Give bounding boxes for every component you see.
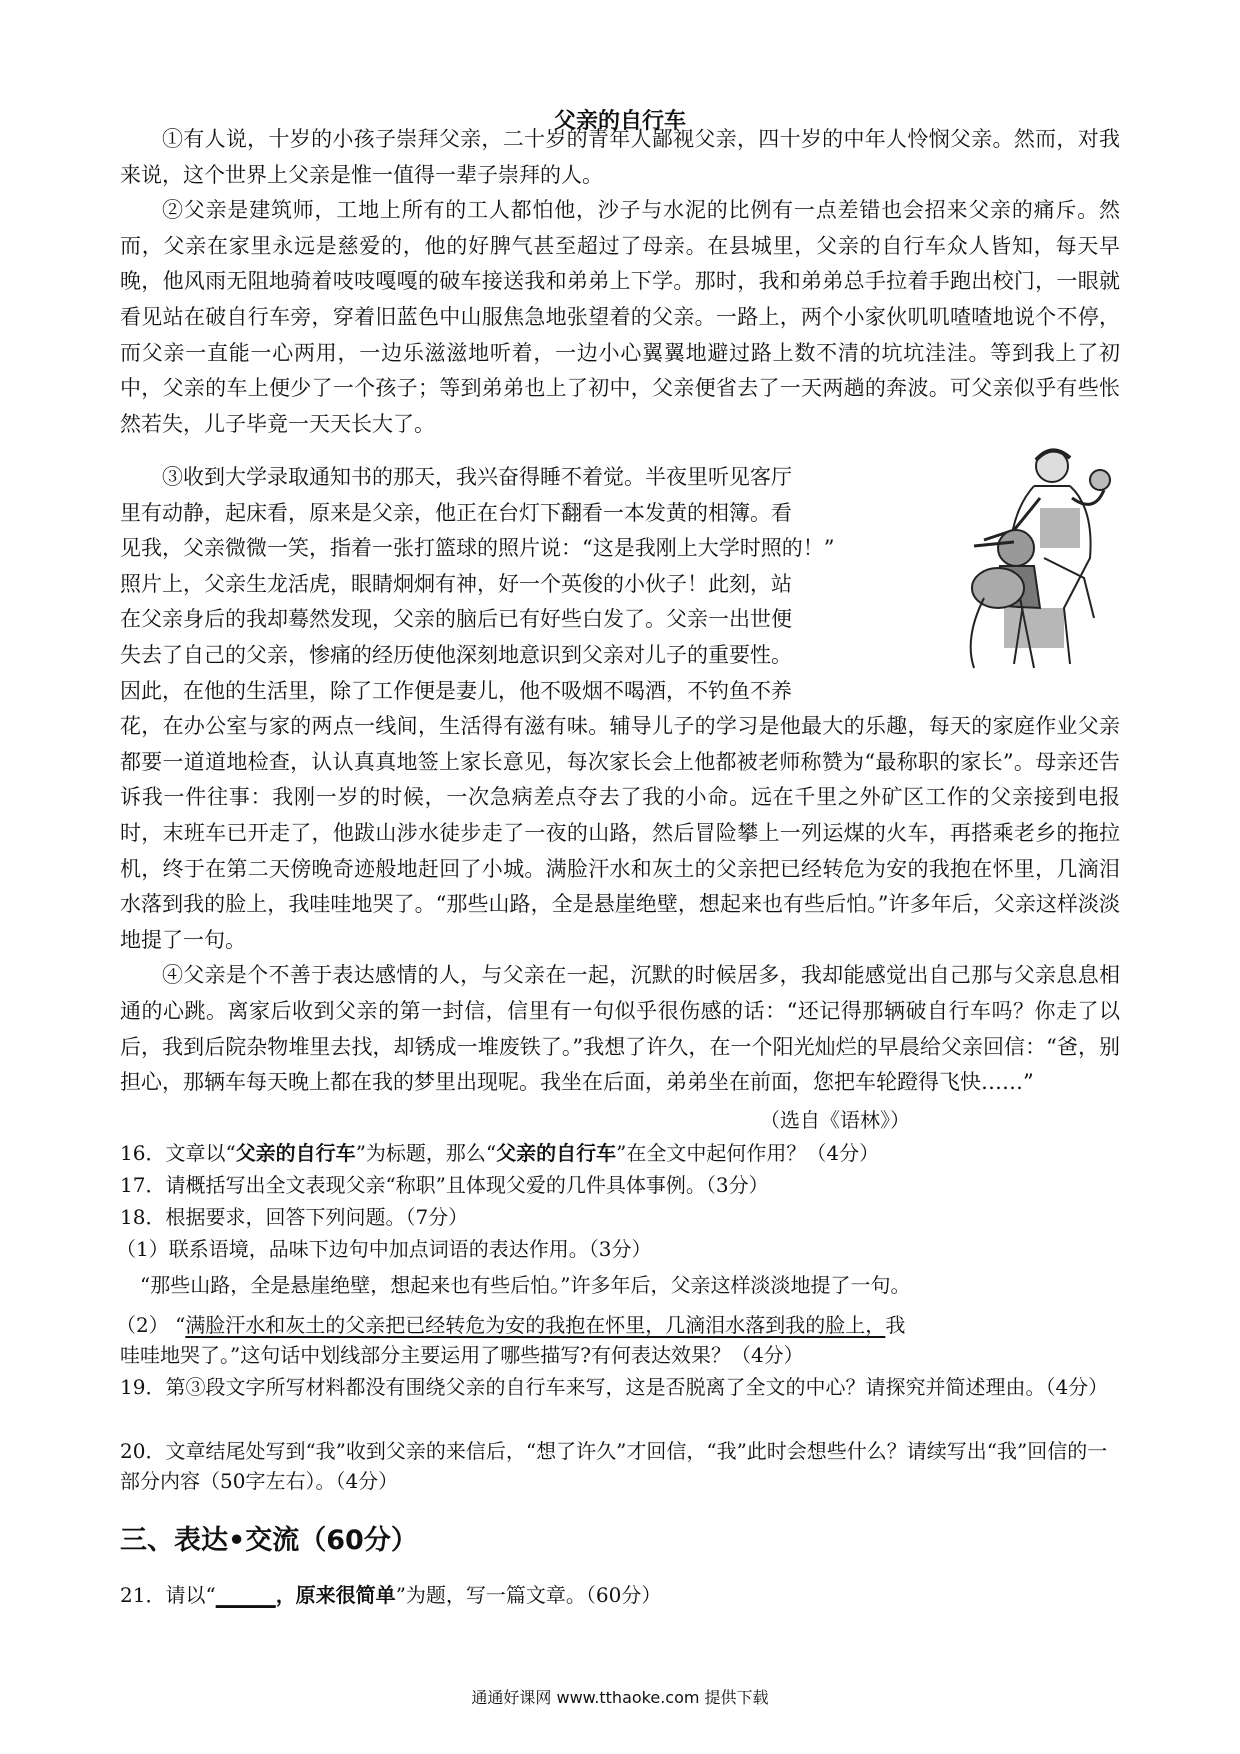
paragraph-2: ②父亲是建筑师，工地上所有的工人都怕他，沙子与水泥的比例有一点差错也会招来父亲的痛斥。然而，父亲在家里永远是慈爱的，他的好脾气甚至超过了母亲。在县城里，父亲的自行车众人皆知，每天早晚，他风雨无阻地骑着吱吱嘎嘎的破车接送我和弟弟上下学。那时，我和弟弟总手拉着手跑出校门，一眼就看见站在破自行车旁，穿着旧蓝色中山服焦急地张望着的父亲。一路上，两个小家伙叽叽喳喳地说个不停，而父亲一直能一心两用，一边乐滋滋地听着，一边小心翼翼地避过路上数不清的坑坑洼洼。等到我上了初中，父亲的车上便少了一个孩子；等到弟弟也上了初中，父亲便省去了一天两趟的奔波。可父亲似乎有些怅然若失，儿子毕竟一天天长大了。 (120, 198, 1120, 436)
question-21 (120, 1580, 1120, 1610)
paragraph-3-line: 因此，在他的生活里，除了工作便是妻儿，他不吸烟不喝酒，不钓鱼不养 (120, 678, 792, 703)
footer-credit: 通通好课网 www.tthaoke.com 提供下载 (471, 1688, 769, 1707)
paragraph-3-line: 照片上，父亲生龙活虎，眼睛炯炯有神，好一个英俊的小伙子！此刻，站 (120, 571, 792, 596)
paragraph-3-line: 见我，父亲微微一笑，指着一张打篮球的照片说：“这是我刚上大学时照的！” (120, 536, 835, 561)
paragraph-3-rest: 花，在办公室与家的两点一线间，生活得有滋有味。辅导儿子的学习是他最大的乐趣，每天的家庭作业父亲都要一道道地检查，认认真真地签上家长意见，每次家长会上他都被老师称赞为“最称职的家长”。母亲还告诉我一件往事：我刚一岁的时候，一次急病差点夺去了我的小命。远在千里之外矿区工作的父亲接到电报时，末班车已开走了，他跋山涉水徒步走了一夜的山路，然后冒险攀上一列运煤的火车，再搭乘老乡的拖拉机，终于在第二天傍晚奇迹般地赶回了小城。满脸汗水和灰土的父亲把已经转危为安的我抱在怀里，几滴泪水落到我的脸上，我哇哇地哭了。“那些山路，全是悬崖绝壁，想起来也有些后怕。”许多年后，父亲这样淡淡地提了一句。 (120, 714, 1120, 952)
q21-text-b: ”为题，写一篇文章。（60分） (395, 1583, 662, 1607)
question-18-2-line2: 哇哇地哭了。”这句话中划线部分主要运用了哪些描写?有何表达效果？（4分） (120, 1343, 804, 1367)
question-18: 18．根据要求，回答下列问题。（7分） (120, 1205, 469, 1229)
question-20: 20．文章结尾处写到“我”收到父亲的来信后，“想了许久”才回信，“我”此时会想些什么？请续写出“我”回信的一部分内容（50字左右）。（4分） (120, 1439, 1108, 1493)
section-title: 三、表达•交流（60分） (120, 1525, 418, 1556)
q16-text-a: 16．文章以“ (120, 1141, 236, 1165)
question-18-1: （1）联系语境，品味下边句中加点词语的表达作用。（3分） (116, 1237, 652, 1261)
q16-text-c: ”在全文中起何作用？（4分） (616, 1141, 880, 1165)
paragraph-4: ④父亲是个不善于表达感情的人，与父亲在一起，沉默的时候居多，我却能感觉出自己那与父亲息息相通的心跳。离家后收到父亲的第一封信，信里有一句似乎很伤感的话：“还记得那辆破自行车吗？你走了以后，我到后院杂物堆里去找，却锈成一堆废铁了。”我想了许久，在一个阳光灿烂的早晨给父亲回信：“爸，别担心，那辆车每天晚上都在我的梦里出现呢。我坐在后面，弟弟坐在前面，您把车轮蹬得飞快……” (120, 963, 1120, 1095)
paragraph-3-wrapped (120, 460, 930, 709)
source-note: （选自《语林》） (760, 1108, 910, 1132)
q16-text-b: ”为标题，那么“ (355, 1141, 497, 1165)
question-17: 17．请概括写出全文表现父亲“称职”且体现父爱的几件具体事例。（3分） (120, 1173, 769, 1197)
father-bicycle-illustration (944, 438, 1120, 670)
paragraph-1: ①有人说，十岁的小孩子崇拜父亲，二十岁的青年人鄙视父亲，四十岁的中年人怜悯父亲。然而，对我来说，这个世界上父亲是惟一值得一辈子崇拜的人。 (120, 127, 1120, 187)
article-title: 父亲的自行车 (553, 109, 686, 134)
question-16 (120, 1138, 1120, 1168)
question-19: 19．第③段文字所写材料都没有围绕父亲的自行车来写，这是否脱离了全文的中心？请探究并简述理由。（4分） (120, 1375, 1109, 1399)
q18-2-underlined: 满脸汗水和灰土的父亲把已经转危为安的我抱在怀里，几滴泪水落到我的脸上， (185, 1313, 886, 1337)
question-18-1-quote: “那些山路，全是悬崖绝壁，想起来也有些后怕。”许多年后，父亲这样淡淡地提了一句。 (140, 1273, 911, 1297)
q18-2-prefix: （2） “ (116, 1313, 186, 1337)
question-18-2 (116, 1310, 1116, 1340)
q21-blank: ______ (215, 1583, 276, 1607)
article-body-top (120, 122, 1120, 442)
q16-keyword: 父亲的自行车 (235, 1141, 356, 1165)
paragraph-3-line: 在父亲身后的我却蓦然发现，父亲的脑后已有好些白发了。父亲一出世便 (120, 607, 792, 632)
q21-text-a: 21．请以“ (120, 1583, 216, 1607)
q21-keyword: ，原来很简单 (275, 1583, 396, 1607)
paragraph-3-line: 里有动静，起床看，原来是父亲，他正在台灯下翻看一本发黄的相簿。看 (120, 500, 792, 525)
q18-2-after: 我 (885, 1313, 906, 1337)
q16-keyword-2: 父亲的自行车 (496, 1141, 617, 1165)
paragraph-3-line: ③收到大学录取通知书的那天，我兴奋得睡不着觉。半夜里听见客厅 (162, 465, 792, 489)
paragraph-3-line: 失去了自己的父亲，惨痛的经历使他深刻地意识到父亲对儿子的重要性。 (120, 642, 792, 667)
